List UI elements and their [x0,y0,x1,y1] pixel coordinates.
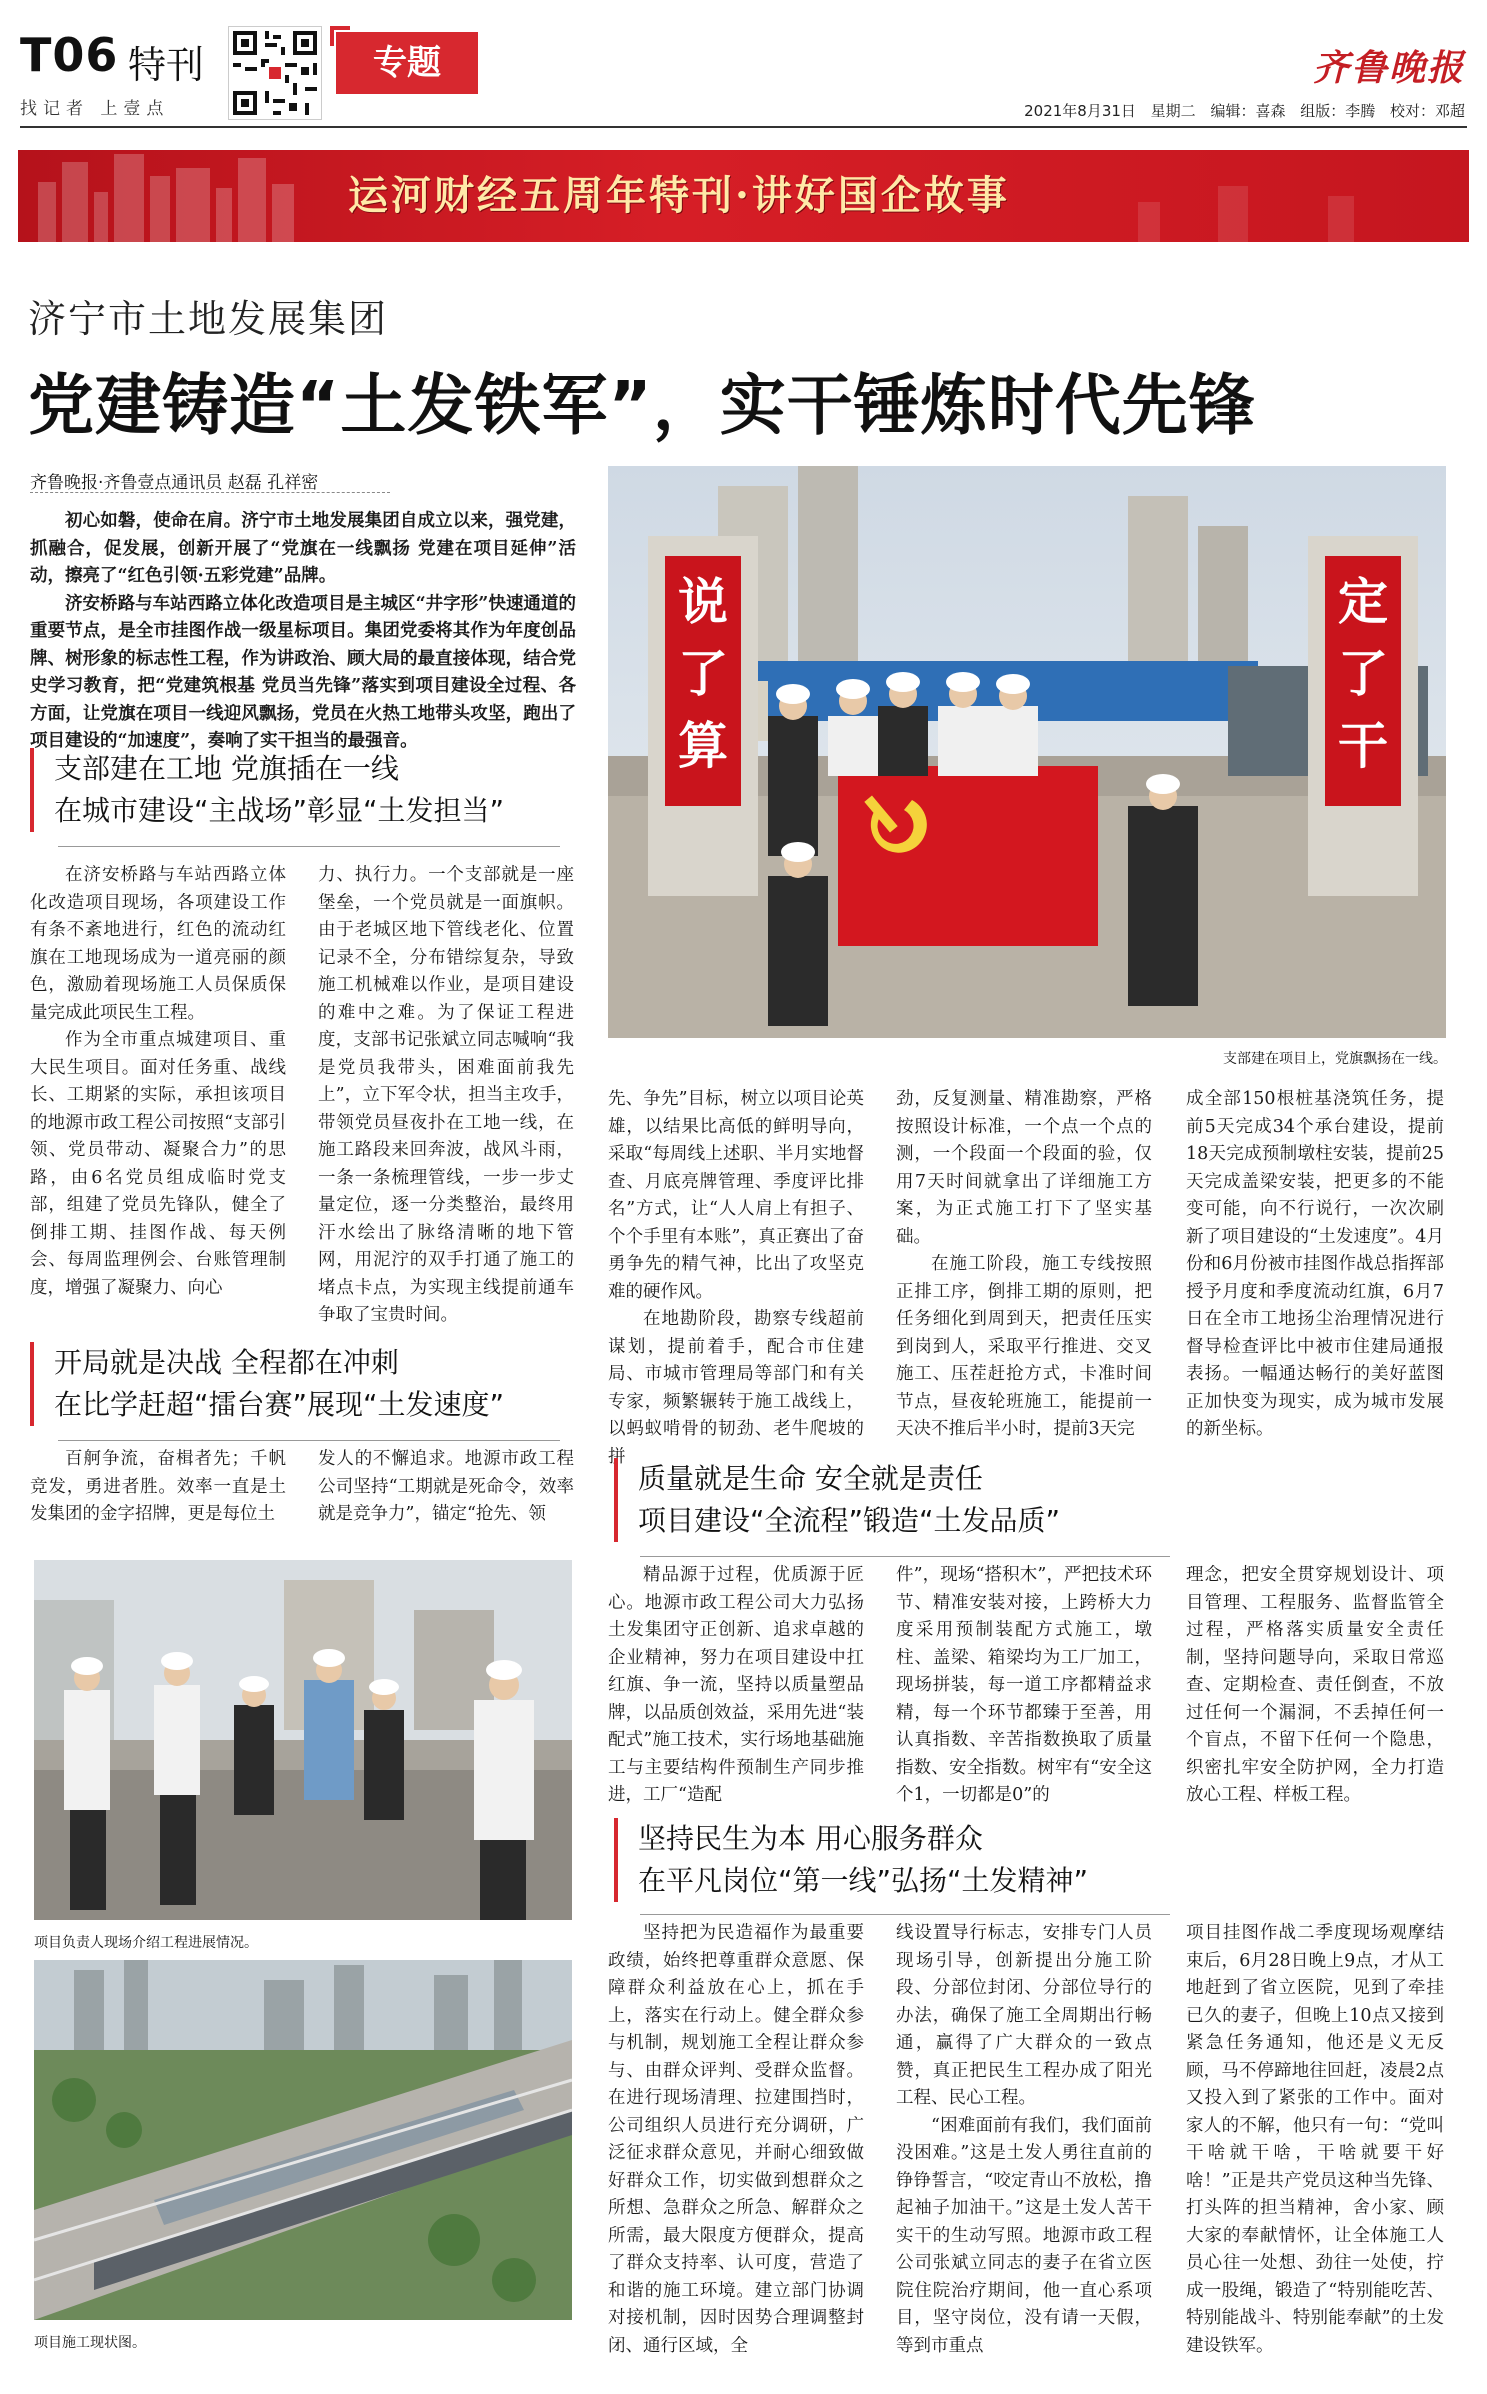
qr-code-icon [228,26,322,120]
section-title-line2: 在比学赶超“擂台赛”展现“土发速度” [54,1388,505,1421]
main-photo [608,466,1446,1038]
section-title-line2: 在平凡岗位“第一线”弘扬“土发精神” [638,1864,1089,1897]
section2-col3 [608,1086,864,1471]
paragraph: 项目挂图作战二季度现场观摩结束后，6月28日晚上9点，才从工地赶到了省立医院，见到了牵挂已久的妻子，但晚上10点又接到紧急任务通知，他还是义无反顾，马不停蹄地往回赶，凌晨2点又投入到了紧张的工作中。面对家人的不解，他只有一句：“党叫干啥就干啥，干啥就要干好啥！”正是共产党员这种当先锋、打头阵的担当精神，舍小家、顾大家的奉献情怀，让全体施工人员心往一处想、劲往一处使，拧成一股绳，锻造了“特别能吃苦、特别能战斗、特别能奉献”的土发建设铁军。 [1186,1923,1444,2356]
lead-paragraphs [30,508,576,756]
banner-title: 运河财经五周年特刊·讲好国企故事 [348,172,1010,219]
byline: 齐鲁晚报·齐鲁壹点通讯员 赵磊 孔祥密 [30,473,319,493]
section-title-line2: 在城市建设“主战场”彰显“土发担当” [54,794,505,827]
issue-meta: 2021年8月31日 星期二 编辑：喜森 组版：李腾 校对：邓超 [1024,102,1465,120]
section2-col2 [318,1446,574,1529]
section4-col1 [608,1920,864,2360]
paragraph: 劲，反复测量、精准勘察，严格按照设计标准，一个点一个点的测，一个段面一个段面的验，仅用7天时间就拿出了详细施工方案，为正式施工打下了坚实基础。 [896,1089,1152,1247]
paragraph: 件”，现场“搭积木”，严把技术环节、精准安装对接，上跨桥大力度采用预制装配方式施工，墩柱、盖梁、箱梁均为工厂加工，现场拼装，每一道工序都精益求精，每一个环节都臻于至善，用认真指数、辛苦指数换取了质量指数、安全指数。树牢有“安全这个1，一切都是0”的 [896,1565,1152,1805]
section-title-line2: 项目建设“全流程”锻造“土发品质” [638,1504,1061,1537]
page-number: T06 [20,28,119,82]
paragraph: 在济安桥路与车站西路立体化改造项目现场，各项建设工作有条不紊地进行，红色的流动红旗在工地现场成为一道亮丽的颜色，激励着现场施工人员保质保量完成此项民生工程。 [30,865,286,1023]
paragraph: 理念，把安全贯穿规划设计、项目管理、工程服务、监督监管全过程，严格落实质量安全责任制，坚持问题导向，采取日常巡查、定期检查、责任倒查，不放过任何一个漏洞，不丢掉任何一个盲点，不留下任何一个隐患，织密扎牢安全防护网，全力打造放心工程、样板工程。 [1186,1565,1444,1805]
section-heading [614,1818,1198,1902]
masthead-divider [20,126,1467,128]
section2-col1 [30,1446,286,1529]
section2-col5 [1186,1086,1444,1444]
construction-aerial-photo [34,1960,572,2320]
section3-col3 [1186,1562,1444,1810]
article-headline: 党建铸造“土发铁军”，实干锤炼时代先锋 [28,367,1256,444]
section-rule [640,1556,1170,1557]
section-heading [30,748,574,832]
byline-divider [30,492,390,493]
paper-logo: 齐鲁晚报 [1312,47,1465,89]
section2-col4 [896,1086,1152,1444]
special-issue-banner [18,150,1469,242]
section-heading [614,1458,1198,1542]
section4-col2 [896,1920,1152,2360]
section-heading [30,1342,574,1426]
paragraph: 成全部150根桩基浇筑任务，提前5天完成34个承台建设，提前18天完成预制墩柱安装，提前25天完成盖梁安装，把更多的不能变可能，向不行说行，一次次刷新了项目建设的“土发速度”。4月份和6月份被市挂图作战总指挥部授予月度和季度流动红旗，6月7日在全市工地扬尘治理情况进行督导检查评比中被市住建局通报表扬。一幅通达畅行的美好蓝图正加快变为现实，成为城市发展的新坐标。 [1186,1089,1444,1439]
section-title-line1: 开局就是决战 全程都在冲刺 [54,1346,399,1379]
site-inspection-photo [34,1560,572,1920]
section-title-line1: 坚持民生为本 用心服务群众 [638,1822,983,1855]
topic-tag: 专题 [336,32,478,94]
section3-col2 [896,1562,1152,1810]
tagline: 找记者 上壹点 [20,99,170,119]
section-rule [640,1914,1170,1915]
site-inspection-caption: 项目负责人现场介绍工程进展情况。 [34,1935,258,1951]
paragraph: 发人的不懈追求。地源市政工程公司坚持“工期就是死命令，效率就是竞争力”，锚定“抢先、领 [318,1449,574,1524]
paragraph: 作为全市重点城建项目、重大民生项目。面对任务重、战线长、工期紧的实际，承担该项目的地源市政工程公司按照“支部引领、党员带动、凝聚合力”的思路，由6名党员组成临时党支部，组建了党员先锋队，健全了倒排工期、挂图作战、每天例会、每周监理例会、台账管理制度，增强了凝聚力、向心 [30,1030,286,1298]
section-title-line1: 质量就是生命 安全就是责任 [638,1462,983,1495]
paragraph: 坚持把为民造福作为最重要政绩，始终把尊重群众意愿、保障群众利益放在心上，抓在手上，落实在行动上。健全群众参与机制，规划施工全程让群众参与、由群众评判、受群众监督。在进行现场清理、拉建围挡时，公司组织人员进行充分调研，广泛征求群众意见，并耐心细致做好群众工作，切实做到想群众之所想、急群众之所急、解群众之所需，最大限度方便群众，提高了群众支持率、认可度，营造了和谐的施工环境。建立部门协调对接机制，因时因势合理调整封闭、通行区域，全 [608,1923,864,2356]
section1-col2 [318,862,574,1330]
paragraph: 力、执行力。一个支部就是一座堡垒，一个党员就是一面旗帜。由于老城区地下管线老化、位置记录不全，分布错综复杂，导致施工机械难以作业，是项目建设的难中之难。为了保证工程进度，支部书记张斌立同志喊响“我是党员我带头，困难面前我先上”，立下军令状，担当主攻手，带领党员昼夜扑在工地一线，在施工路段来回奔波，战风斗雨，一条一条梳理管线，一步一步丈量定位，逐一分类整治，最终用汗水绘出了脉络清晰的地下管网，用泥泞的双手打通了施工的堵点卡点，为实现主线提前通车争取了宝贵时间。 [318,865,574,1325]
main-photo-caption: 支部建在项目上，党旗飘扬在一线。 [1223,1051,1447,1067]
paragraph: 百舸争流，奋楫者先；千帆竞发，勇进者胜。效率一直是土发集团的金字招牌，更是每位土 [30,1449,286,1524]
paragraph: 精品源于过程，优质源于匠心。地源市政工程公司大力弘扬土发集团守正创新、追求卓越的企业精神，努力在项目建设中扛红旗、争一流，坚持以质量塑品牌，以品质创效益，采用先进“装配式”施工技术，实行场地基础施工与主要结构件预制生产同步推进，工厂“造配 [608,1565,864,1805]
paragraph: 在地勘阶段，勘察专线超前谋划，提前着手，配合市住建局、市城市管理局等部门和有关专家，频繁辗转于施工战线上，以蚂蚁啃骨的韧劲、老牛爬坡的拼 [608,1309,864,1467]
lead-paragraph: 初心如磐，使命在肩。济宁市土地发展集团自成立以来，强党建，抓融合，促发展，创新开展了“党旗在一线飘扬 党建在项目延伸”活动，擦亮了“红色引领·五彩党建”品牌。 [30,511,576,586]
section1-col1 [30,862,286,1302]
paragraph: “困难面前有我们，我们面前没困难。”这是土发人勇往直前的铮铮誓言，“咬定青山不放松，撸起袖子加油干。”这是土发人苦干实干的生动写照。地源市政工程公司张斌立同志的妻子在省立医院住院治疗期间，他一直心系项目，坚守岗位，没有请一天假，等到市重点 [896,2115,1152,2356]
paragraph: 先、争先”目标，树立以项目论英雄，以结果比高低的鲜明导向，采取“每周线上述职、半月实地督查、月底亮牌管理、季度评比排名”方式，让“人人肩上有担子、个个手里有本账”，真正赛出了奋勇争先的精气神，比出了攻坚克难的硬作风。 [608,1089,864,1302]
section4-col3 [1186,1920,1444,2360]
paragraph: 在施工阶段，施工专线按照正排工序，倒排工期的原则，把任务细化到周到天，把责任压实到岗到人，采取平行推进、交叉施工、压茬赶抢方式，卡准时间节点，昼夜轮班施工，能提前一天决不推后半小时，提前3天完 [896,1254,1152,1439]
lead-paragraph: 济安桥路与车站西路立体化改造项目是主城区“井字形”快速通道的重要节点，是全市挂图作战一级星标项目。集团党委将其作为年度创品牌、树形象的标志性工程，作为讲政治、顾大局的最直接体现，结合党史学习教育，把“党建筑根基 党员当先锋”落实到项目建设全过程、各方面，让党旗在项目一线迎风飘扬，党员在火热工地带头攻坚，跑出了项目建设的“加速度”，奏响了实干担当的最强音。 [30,593,576,751]
section-title-line1: 支部建在工地 党旗插在一线 [54,752,399,785]
pillar-slogan-left: 说了算 [678,573,728,775]
article-kicker: 济宁市土地发展集团 [28,297,389,341]
section-rule [58,1440,560,1441]
paragraph: 线设置导行标志，安排专门人员现场引导，创新提出分施工阶段、分部位封闭、分部位导行的办法，确保了施工全周期出行畅通，赢得了广大群众的一致点赞，真正把民生工程办成了阳光工程、民心工程。 [896,1923,1152,2108]
section-rule [58,846,560,847]
section-name: 特刊 [128,43,205,87]
section3-col1 [608,1562,864,1810]
construction-aerial-caption: 项目施工现状图。 [34,2335,146,2351]
pillar-slogan-right: 定了干 [1338,573,1388,775]
